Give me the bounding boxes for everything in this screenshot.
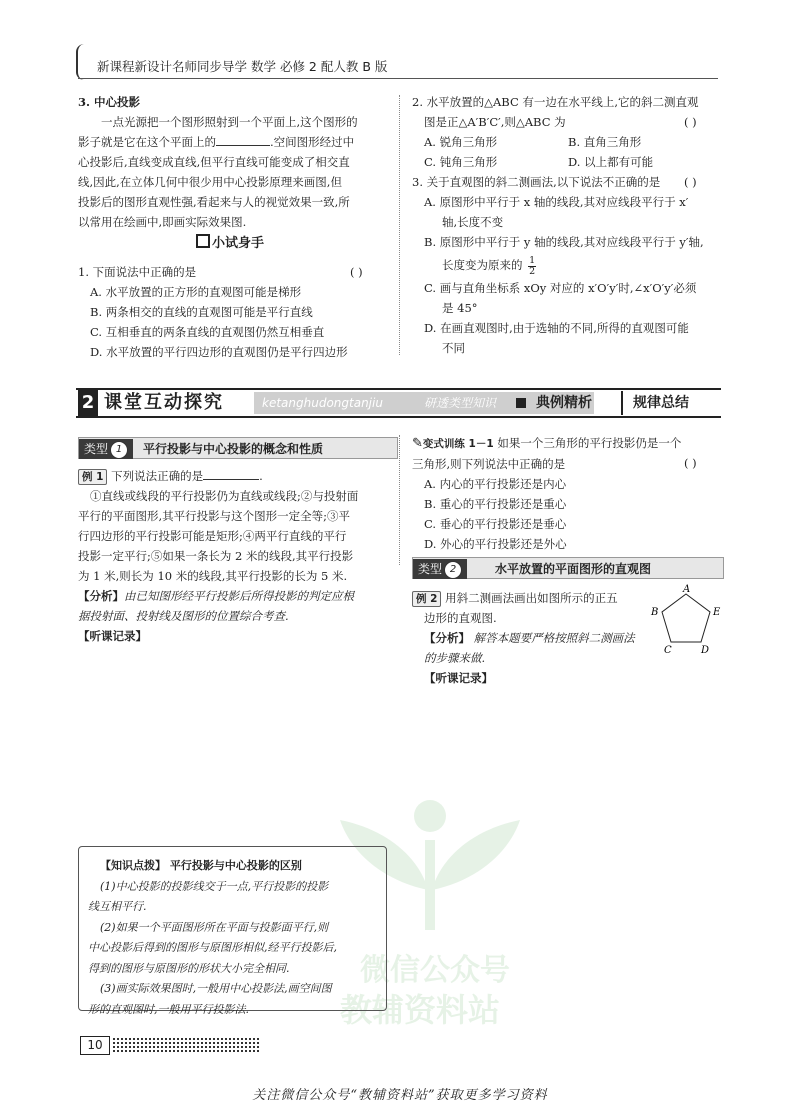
banner-square-icon <box>516 398 526 408</box>
analysis-line: 的步骤来做. <box>424 651 486 665</box>
question-stem: 图是正△A′B′C′,则△ABC 为 <box>424 115 566 129</box>
example-line: 边形的直观图. <box>424 611 497 625</box>
variant-stem: 三角形,则下列说法中正确的是 <box>412 457 566 471</box>
vertex-label-a: A <box>683 584 691 595</box>
star-icon: ✎ <box>412 436 423 451</box>
column-divider <box>399 95 400 355</box>
section-banner <box>76 388 721 418</box>
knowledge-line: (2)如果一个平面图形所在平面与投影面平行,则 <box>100 920 329 934</box>
option-b-cont: 长度变为原来的 $\frac{1}{2}$ <box>442 254 536 277</box>
option-d-cont: 不同 <box>442 341 465 355</box>
pentagon-shape <box>662 594 710 642</box>
knowledge-content <box>88 856 378 1020</box>
page-number-bar <box>80 1036 260 1053</box>
option-a: A. 水平放置的正方形的直观图可能是梯形 <box>90 285 302 299</box>
example-line: 行四边形的平行投影可能是矩形;④两平行直线的平行 <box>78 529 347 543</box>
example-2 <box>412 588 647 688</box>
type-2-bar <box>412 557 724 579</box>
option-a: A. 原图形中平行于 x 轴的线段,其对应线段平行于 x′ <box>424 195 689 209</box>
section-title: 3. 中心投影 <box>78 95 141 109</box>
dotted-decoration <box>112 1037 260 1052</box>
example-1 <box>78 466 398 646</box>
question-stem: 3. 关于直观图的斜二测画法,以下说法不正确的是 <box>412 175 661 189</box>
option-c: C. 画与直角坐标系 xOy 对应的 x′O′y′时,∠x′O′y′必须 <box>424 281 697 295</box>
option-d: D. 水平放置的平行四边形的直观图仍是平行四边形 <box>90 345 348 359</box>
knowledge-heading: 【知识点拨】 平行投影与中心投影的区别 <box>100 859 302 872</box>
vertex-label-b: B <box>651 607 659 618</box>
option-a-cont: 轴,长度不变 <box>442 215 504 229</box>
paragraph <box>78 112 398 232</box>
option-a: A. 内心的平行投影还是内心 <box>424 477 567 491</box>
option-b: B. 直角三角形 <box>568 135 642 149</box>
option-a: A. 锐角三角形 <box>424 135 498 149</box>
knowledge-line: 中心投影后得到的图形与原图形相似,经平行投影后, <box>88 941 337 954</box>
watermark-line-2: 教辅资料站 <box>340 991 501 1029</box>
page-number: 10 <box>80 1036 110 1055</box>
try-heading: 小试身手 <box>196 232 264 251</box>
question-2 <box>412 92 732 172</box>
fill-blank <box>216 133 270 146</box>
pencil-icon <box>196 234 210 248</box>
question-stem: 2. 水平放置的△ABC 有一边在水平线上,它的斜二测直观 <box>412 95 699 109</box>
variant-1-1 <box>412 433 732 554</box>
type-number-badge: 2 <box>444 561 462 579</box>
fraction: $\frac{1}{2}$ <box>529 254 536 277</box>
vertex-label-e: E <box>713 607 721 618</box>
variant-stem: ✎变式训练 1－1 如果一个三角形的平行投影仍是一个 <box>412 436 682 451</box>
column-divider <box>399 435 400 565</box>
paragraph-line: 一点光源把一个图形照射到一个平面上,这个图形的 <box>101 115 358 129</box>
option-row <box>412 152 732 172</box>
example-line: 平行的平面图形,其平行投影与这个图形一定全等;③平 <box>78 509 351 523</box>
example-line: 投影一定平行;⑤如果一条长为 2 米的线段,其平行投影 <box>78 549 354 563</box>
notes-label: 【听课记录】 <box>424 671 493 685</box>
option-d: D. 在画直观图时,由于选轴的不同,所得的直观图可能 <box>424 321 689 335</box>
paragraph-line: 影子就是它在这个平面上的 .空间图形经过中 <box>78 135 355 149</box>
knowledge-line: 得到的图形与原图形的形状大小完全相同. <box>88 961 290 975</box>
analysis: 【分析】 解答本题要严格按照斜二测画法 <box>424 631 635 645</box>
banner-slogan: 研透类型知识 <box>424 396 497 410</box>
footer-note: 关注微信公众号“教辅资料站”获取更多学习资料 <box>252 1088 548 1103</box>
watermark-line-1: 微信公众号 <box>360 953 510 988</box>
banner-number: 2 <box>78 390 98 416</box>
option-c: C. 垂心的平行投影还是垂心 <box>424 517 567 531</box>
option-d: D. 以上都有可能 <box>568 155 654 169</box>
example-stem: 例 1 下列说法正确的是 . <box>78 466 398 486</box>
option-b: B. 两条相交的直线的直观图可能是平行直线 <box>90 305 313 319</box>
answer-paren: ( ) <box>684 115 697 129</box>
answer-paren: ( ) <box>684 175 697 189</box>
option-c: C. 钝角三角形 <box>424 155 498 169</box>
paragraph-line: 线,因此,在立体几何中很少用中心投影原理来画图,但 <box>78 175 342 189</box>
banner-title: 课堂互动探究 <box>104 392 224 413</box>
notes-label: 【听课记录】 <box>78 629 147 643</box>
paragraph-line: 投影后的图形直观性强,看起来与人的视觉效果一致,所 <box>78 195 350 209</box>
knowledge-line: (1)中心投影的投影线交于一点,平行投影的投影 <box>100 879 329 893</box>
option-row <box>412 132 732 152</box>
pentagon-diagram <box>648 584 724 656</box>
banner-tag-2: 规律总结 <box>621 391 689 415</box>
type-1-bar <box>78 437 398 459</box>
type-label: 类型 2 <box>413 559 467 579</box>
example-stem: 例 2 用斜二测画法画出如图所示的正五 <box>412 588 647 608</box>
paragraph-line: 以常用在绘画中,即画实际效果图. <box>78 215 247 229</box>
example-line: 为 1 米,则长为 10 米的线段,其平行投影的长为 5 米. <box>78 569 348 583</box>
type-number-badge: 1 <box>110 441 128 459</box>
answer-paren: ( ) <box>684 456 697 470</box>
knowledge-line: 形的直观图时,一般用平行投影法. <box>88 1002 249 1016</box>
knowledge-line: 线互相平行. <box>88 900 147 913</box>
example-label: 例 2 <box>412 591 441 607</box>
vertex-label-d: D <box>701 645 710 656</box>
banner-tag-1: 典例精析 <box>536 395 592 411</box>
analysis: 【分析】由已知图形经平行投影后所得投影的判定应根 <box>78 589 354 603</box>
question-3 <box>412 172 732 358</box>
fill-blank <box>203 467 259 480</box>
option-d: D. 外心的平行投影还是外心 <box>424 537 567 551</box>
example-label: 例 1 <box>78 469 107 485</box>
knowledge-line: (3)画实际效果图时,一般用中心投影法,画空间图 <box>100 982 332 995</box>
option-c: C. 互相垂直的两条直线的直观图仍然互相垂直 <box>90 325 325 339</box>
option-b: B. 原图形中平行于 y 轴的线段,其对应线段平行于 y′轴, <box>424 235 704 249</box>
example-line: ①直线或线段的平行投影仍为直线或线段;②与投射面 <box>90 489 359 503</box>
answer-paren: ( ) <box>350 265 363 279</box>
type-label: 类型 1 <box>79 439 133 459</box>
banner-pinyin: ketanghudongtanjiu <box>262 396 383 410</box>
analysis-line: 据投射面、投射线及图形的位置综合考查. <box>78 609 289 623</box>
option-c-cont: 是 45° <box>442 301 478 315</box>
header-title: 新课程新设计名师同步导学 数学 必修 2 配人教 B 版 <box>97 59 388 74</box>
option-b: B. 重心的平行投影还是重心 <box>424 497 567 511</box>
paragraph-line: 心投影后,直线变成直线,但平行直线可能变成了相交直 <box>78 155 350 169</box>
vertex-label-c: C <box>664 645 672 656</box>
type-title: 平行投影与中心投影的概念和性质 <box>143 442 324 456</box>
type-title: 水平放置的平面图形的直观图 <box>495 562 652 576</box>
question-stem: 1. 下面说法中正确的是 <box>78 265 197 279</box>
